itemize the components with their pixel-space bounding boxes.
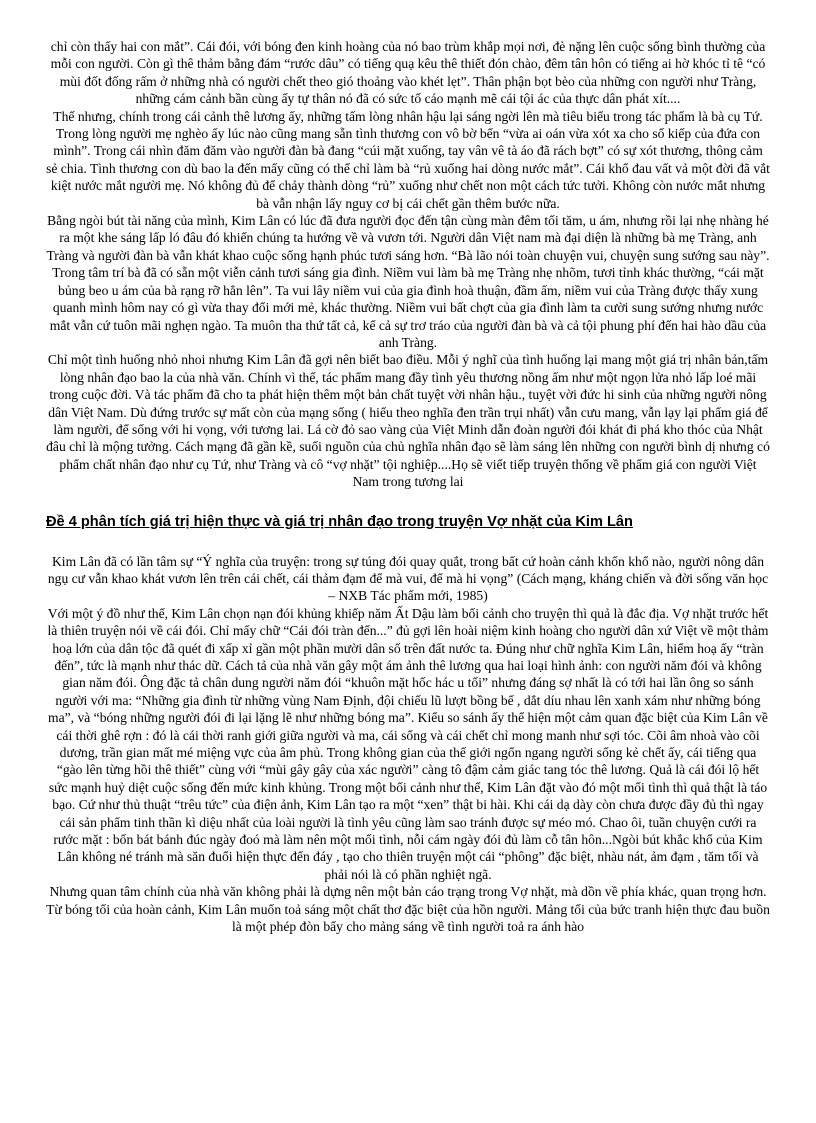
paragraph-hunger-shadow: chỉ còn thấy hai con mắt”. Cái đói, với bóng đen kinh hoàng của nó bao trùm khắp mọi nơi, đè nặng lên cuộc sống bình thường của mỗi con người. Còn gì thê thảm bằng đám “rước dâu” có tiếng quạ kêu thê thiết đón chào, đêm tân hôn có tiếng ai hờ khóc tỉ tê “có mùi đốt đống rấm ở những nhà có người chết theo gió thoảng vào khét lẹt”. Thân phận bọt bèo của những con người như Tràng, những cám cảnh bần cùng ấy tự thân nó đã có sức tố cáo mạnh mẽ cái tội ác của thực dân phát xít.... — [50, 39, 766, 107]
paragraph-humanist-value: Chỉ một tình huống nhỏ nhoi nhưng Kim Lân đã gợi nên biết bao điều. Mỗi ý nghĩ của tình huống lại mang một giá trị nhân bản,tấm lòng nhân đạo bao la của nhà văn. Chính vì thế, tác phẩm mang đầy tình yêu thương nồng ấm như một ngọn lửa nhỏ lấp loé mãi trong cuộc đời. Và tác phẩm đã cho ta phát hiện thêm một bản chất tuyệt vời nhân hậu., tuyệt vời đức hi sinh của những người nông dân Việt Nam. Dù đứng trước sự mất còn của mạng sống ( hiểu theo nghĩa đen trần trụi nhất) vẫn cưu mang, vẫn lạy lại phẩm giá để làm người, để sống với hi vọng, với tương lai. Lá cờ đỏ sao vàng của Việt Minh dẫn đoàn người đói khát đi phá kho thóc của Nhật đâu chỉ là mộng tưởng. Cách mạng đã gần kề, suối nguồn của chủ nghĩa nhân đạo sẽ làm sáng lên những con người bình dị nhưng có phẩm chất nhân đạo như cụ Tứ, như Tràng và cô “vợ nhặt” tội nghiệp....Họ sẽ viết tiếp truyện thống về phẩm giá con người Việt Nam trong tương lai — [46, 352, 770, 490]
paragraph-hope-light: Bằng ngòi bút tài năng của mình, Kim Lân có lúc đã đưa người đọc đến tận cùng màn đêm tối tăm, u ám, nhưng rồi lại nhẹ nhàng hé ra một khe sáng lấp ló đâu đó khiến chúng ta hướng về và vươn tới. Người dân Việt nam mà đại diện là những bà mẹ Tràng, anh Tràng và người đàn bà vẫn khát khao cuộc sống hạnh phúc tươi sáng hơn. “Bà lão nói toàn chuyện vui, chuyện sung sướng sau này”. Trong tâm trí bà đã có sẵn một viễn cảnh tươi sáng gia đình. Niềm vui làm bà mẹ Tràng nhẹ nhõm, tươi tỉnh khác thường, “cái mặt bủng beo u ám của bà rạng rỡ hẳn lên”. Ta vui lây niềm vui của gia đình hoà thuận, đầm ấm, niềm vui của Tràng được thấy xung quanh mình hôm nay có gì vừa thay đổi mới mẻ, khác thường. Niềm vui bất chợt của gia đình làm ta cười sung sướng nhưng nước mắt vẫn cứ tuôn mãi nghẹn ngào. Ta muôn tha thứ tất cả, kể cả sự trơ tráo của người đàn bà và cả tội phung phí đến hai hào dầu của anh Tràng. — [46, 213, 770, 350]
paragraph-humanity-light: Nhưng quan tâm chính của nhà văn không phải là dựng nên một bản cáo trạng trong Vợ nhặt, mà dồn về phía khác, quan trọng hơn. Từ bóng tối của hoàn cảnh, Kim Lân muốn toả sáng một chất thơ đặc biệt của hồn người. Mảng tối của bức tranh hiện thực đau buồn là một phép đòn bẩy cho mảng sáng về tình người toả ra ánh hào — [46, 884, 770, 935]
section-heading: Đề 4 phân tích giá trị hiện thực và giá trị nhân đạo trong truyện Vợ nhặt của Kim Lân — [46, 513, 633, 530]
paragraph-famine-realism: Với một ý đồ như thế, Kim Lân chọn nạn đói khủng khiếp năm Ất Dậu làm bối cảnh cho truyện thì quả là đắc địa. Vợ nhặt trước hết là thiên truyện nói về cái đói. Chỉ mấy chữ “Cái đói tràn đến...” đủ gợi lên hoài niệm kinh hoàng cho người dân xứ Việt về một thảm hoạ lớn của dân tộc đã quét đi xấp xỉ gần một phần mười dân số trên đất nước ta. Đúng như chữ nghĩa Kim Lân, hiểm hoạ ấy “tràn đến”, tức là mạnh như thác dữ. Cách tả của nhà văn gây một ám ảnh thê lương qua hai loại hình ảnh: con người năm đói và không gian năm đói. Ông đặc tả chân dung người năm đói “khuôn mặt hốc hác u tối” nhưng đáng sợ nhất là có tới hai lần ông so sánh người với ma: “Những gia đình từ những vùng Nam Định, đội chiếu lũ lượt bồng bế , dắt díu nhau lên xanh xám như những bóng ma”, và “bóng những người đói đi lại lặng lẽ như những bóng ma”. Kiểu so sánh ấy thể hiện một cảm quan đặc biệt của Kim Lân về cái thời ghê rợn : đó là cái thời ranh giới giữa người và ma, cái sống và cái chết chỉ mong manh như sợi tóc. Cõi âm nhoà vào cõi dương, trần gian mất mé miệng vực của âm phủ. Trong không gian của thế giới ngổn ngang người sống kẻ chết ấy, cái tiếng qua “gào lên từng hồi thê thiết” cùng với “mùi gây gây của xác người” càng tô đậm cảm giác tang tóc thê lương. Quả là cái đói lộ hết sức mạnh huỷ diệt cuộc sống đến mức kinh khủng. Trong một bối cảnh như thế, Kim Lân đặt vào đó một mối tình thì quả thật là táo bạo. Cứ như thủ thuật “trêu tức” của điện ảnh, Kim Lân tạo ra một “xen” thật bi hài. Khi cái dạ dày còn chưa được đầy đủ thì ngay cái sản phẩm tinh thần kì diệu nhất của loài người là tình yêu cũng làm sao tránh được sự méo mó. Chao ôi, tuần chuyện cưới ra rước mặt : bốn bát bánh đúc ngày đoó mà làm nên một mối tình, nỗi cám ngày đói đủ làm cỗ tân hôn...Ngòi bút khắc khổ của Kim Lân không né tránh mà săn đuổi hiện thực đến đáy , tạo cho thiên truyện một cái “phông” đặc biệt, nhàu nát, ảm đạm , tăm tối và phải nói là có phần nghiệt ngã. — [47, 605, 769, 882]
paragraph-author-quote: Kim Lân đã có lần tâm sự “Ý nghĩa của truyện: trong sự túng đói quay quắt, trong bất cứ hoàn cảnh khốn khổ nào, người nông dân ngụ cư vẫn khao khát vươn lên trên cái chết, cái thảm đạm để mà vui, để mà hi vọng” (Cách mạng, kháng chiến và đời sống văn học – NXB Tác phẩm mới, 1985) — [47, 553, 769, 604]
paragraph-mother-tu: Thế nhưng, chính trong cái cảnh thê lương ấy, những tấm lòng nhân hậu lại sáng ngời lên mà tiêu biểu trong tác phẩm là bà cụ Tứ. Trong lòng người mẹ nghèo ấy lúc nào cũng mang sẵn tình thương con vô bờ bến “vừa ai oán vừa xót xa cho số kiếp của đứa con mình”. Trong cái nhìn đăm đăm vào người đàn bà đang “cúi mặt xuống, tay vân vê tà áo đã rách bợt” có sự xót thương, thông cảm sẻ chia. Tình thương con dù bao la đến mấy cũng có thể chỉ làm bà “rủ xuống hai dòng nước mắt”. Cái khổ đau vất vả một đời đã vắt kiệt nước mắt người mẹ. Nó không đủ để chảy thành dòng “rủ” xuống như chết non một cách tức tưởi. Không còn nước mắt nhưng bà vẫn nhận lấy nguy cơ bị cái chết gần thêm bước nữa. — [46, 108, 770, 211]
